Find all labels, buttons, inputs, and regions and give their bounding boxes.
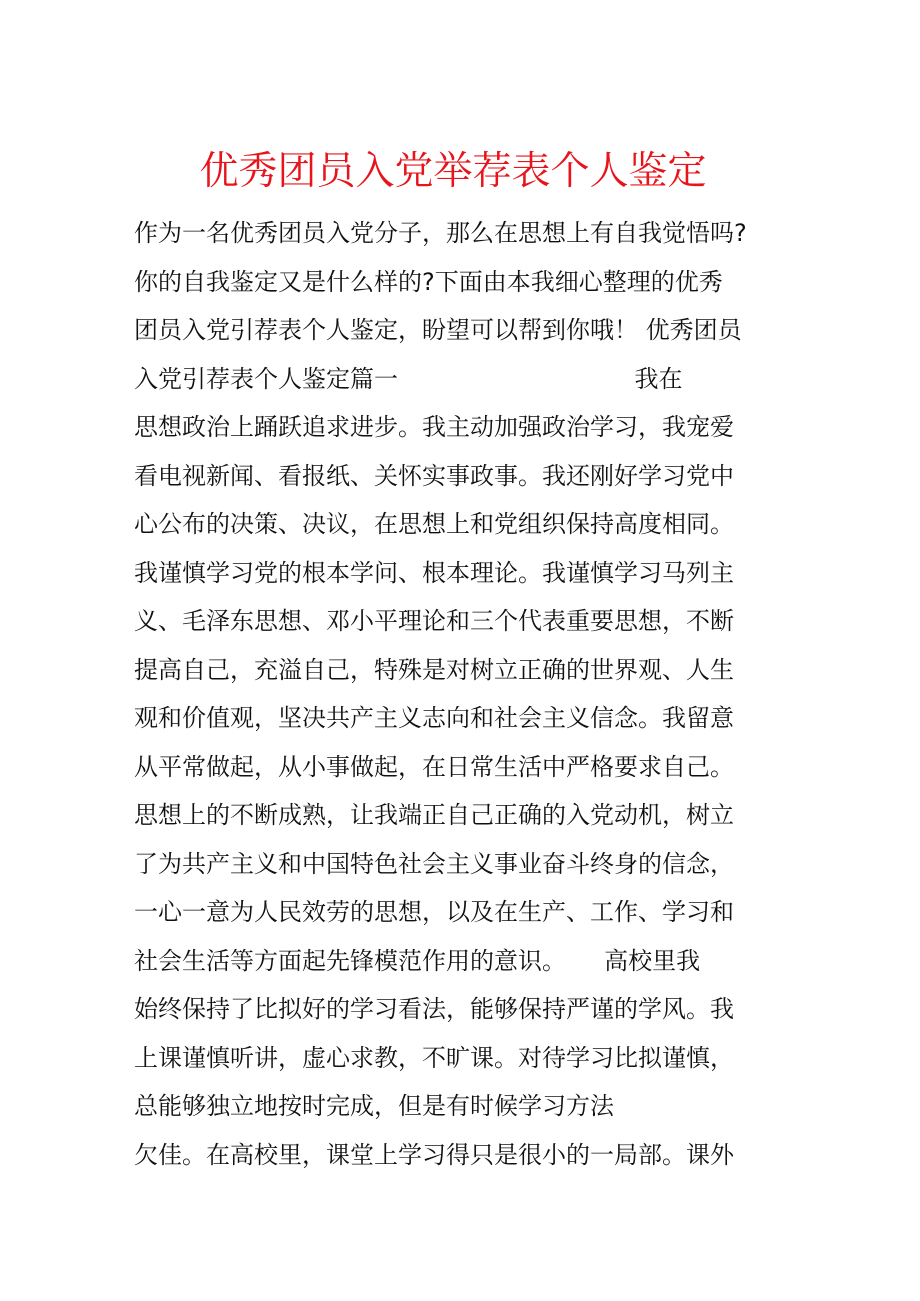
body-line: 从平常做起，从小事做起，在日常生活中严格要求自己。 bbox=[134, 752, 734, 781]
body-line: 欠佳。在高校里，课堂上学习得只是很小的一局部。课外 bbox=[134, 1140, 734, 1169]
body-line: 心公布的决策、决议，在思想上和党组织保持高度相同。 bbox=[134, 510, 734, 538]
document-title: 优秀团员入党举荐表个人鉴定 bbox=[199, 149, 707, 194]
body-line: 一心一意为人民效劳的思想，以及在生产、工作、学习和 bbox=[134, 898, 734, 926]
body-line: 入党引荐表个人鉴定篇一 我在 bbox=[134, 364, 683, 393]
body-line: 提高自己，充溢自己，特殊是对树立正确的世界观、人生 bbox=[134, 655, 734, 684]
body-line: 了为共产主义和中国特色社会主义事业奋斗终身的信念， bbox=[134, 849, 734, 878]
body-line: 你的自我鉴定又是什么样的?下面由本我细心整理的优秀 bbox=[134, 267, 723, 296]
body-line: 作为一名优秀团员入党分子，那么在思想上有自我觉悟吗? bbox=[134, 219, 747, 247]
body-line: 团员入党引荐表个人鉴定，盼望可以帮到你哦！ 优秀团员 bbox=[134, 316, 742, 344]
body-line: 社会生活等方面起先锋模范作用的意识。 高校里我 bbox=[134, 946, 701, 975]
body-line: 上课谨慎听讲，虚心求教，不旷课。对待学习比拟谨慎， bbox=[134, 1043, 734, 1072]
body-line: 看电视新闻、看报纸、关怀实事政事。我还刚好学习党中 bbox=[134, 461, 734, 490]
body-line: 我谨慎学习党的根本学问、根本理论。我谨慎学习马列主 bbox=[134, 558, 734, 587]
body-line: 始终保持了比拟好的学习看法，能够保持严谨的学风。我 bbox=[134, 995, 734, 1023]
document-body bbox=[134, 209, 814, 1179]
body-line: 总能够独立地按时完成，但是有时候学习方法 bbox=[134, 1092, 614, 1120]
body-line: 义、毛泽东思想、邓小平理论和三个代表重要思想，不断 bbox=[134, 607, 734, 635]
body-line: 思想上的不断成熟，让我端正自己正确的入党动机，树立 bbox=[134, 801, 734, 829]
body-line: 观和价值观，坚决共产主义志向和社会主义信念。我留意 bbox=[134, 704, 734, 732]
body-line: 思想政治上踊跃追求进步。我主动加强政治学习，我宠爱 bbox=[134, 413, 734, 441]
